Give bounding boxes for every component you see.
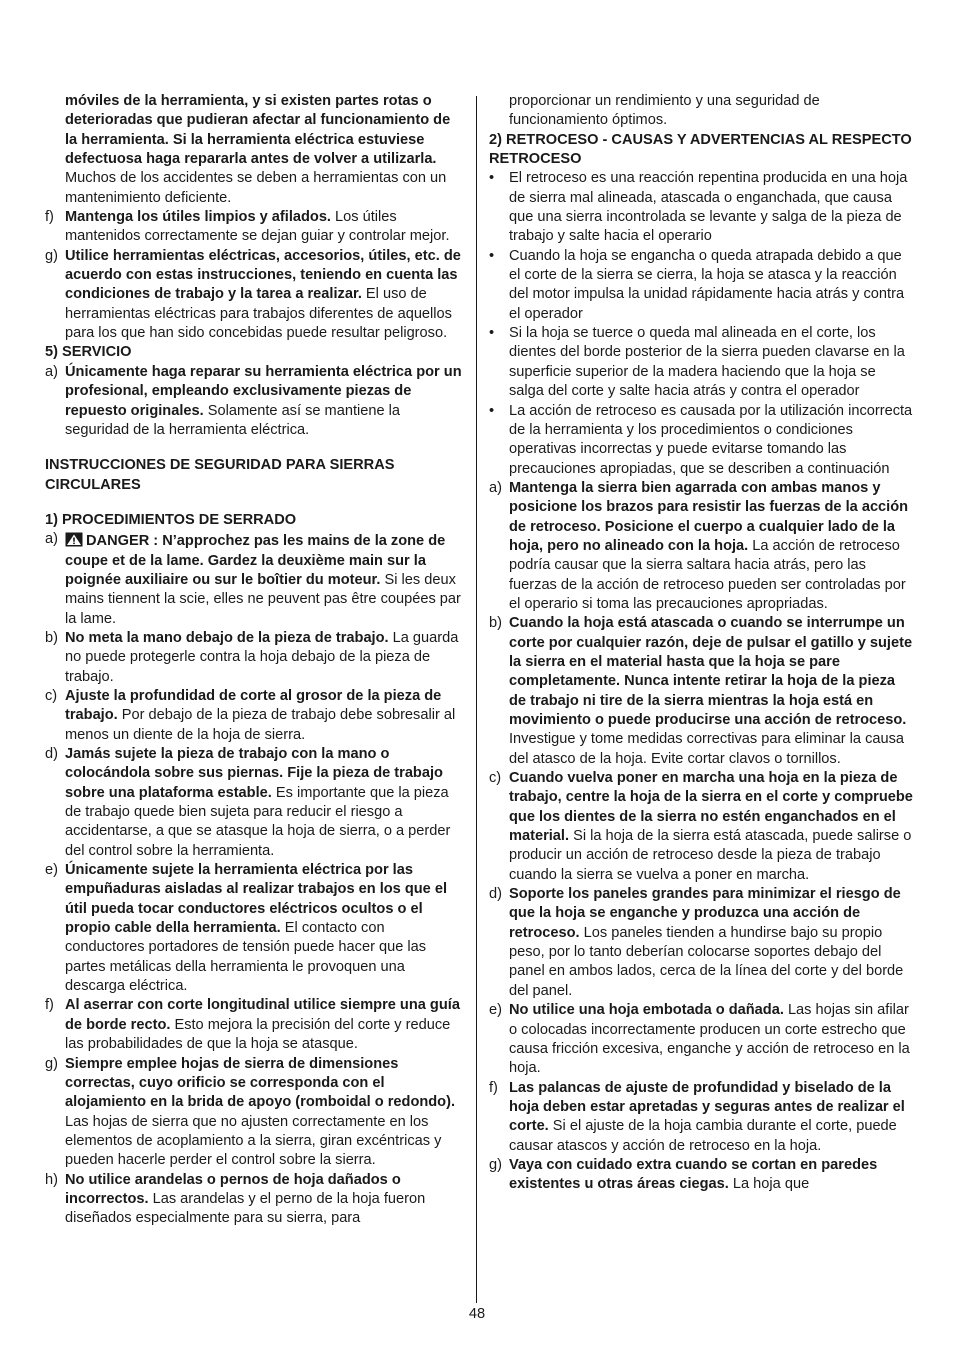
- item-marker: b): [489, 615, 502, 632]
- body-text: Si la hoja de la sierra está atascada, puede salirse o producir un acción de retroceso desde la pieza de trabajo cuando la sierra se vuelva a poner en marcha.: [509, 828, 912, 883]
- item-marker: d): [489, 886, 502, 903]
- body-text: Investigue y tome medidas correctivas para eliminar la causa del atasco de la hoja. Evite cortar clavos o tornillos.: [509, 731, 905, 767]
- body-text: La acción de retroceso es causada por la utilización incorrecta de la herramienta y los procedimientos o condiciones operativas incorrectas y puede evitarse tomando las precauciones apropiadas, que se describen a continuación: [509, 402, 913, 477]
- body-text: La guarda no puede protegerle contra la hoja debajo de la pieza de trabajo.: [65, 629, 459, 685]
- item-marker: e): [489, 1002, 502, 1019]
- body-text: Si les deux mains tiennent la scie, elles ne peuvent pas être coupées par la lame.: [65, 571, 461, 627]
- warning-icon: [65, 532, 83, 547]
- body-text: El uso de herramientas eléctricas para trabajos diferentes de aquellos para los que han sido concebidas puede resultar peligroso.: [65, 286, 452, 342]
- bold-text: No utilice una hoja embotada o dañada.: [509, 1002, 784, 1019]
- body-text: El contacto con conductores portadores de tensión puede hacer que las partes metálicas della herramienta le provoquen una descarga eléctrica.: [65, 920, 427, 995]
- body-text: Los paneles tienden a hundirse bajo su propio peso, por lo tanto deberían colocarse soportes debajo del panel en ambos lados, cerca de la línea del corte y del borde del panel.: [509, 924, 904, 999]
- item-marker: h): [45, 1171, 58, 1188]
- item-marker: e): [45, 862, 58, 879]
- bullet-marker: •: [489, 247, 495, 264]
- body-text: Cuando la hoja se engancha o queda atrapada debido a que el corte de la sierra se cierra, la hoja se atasca y la reacción del motor impulsa la unidad rápidamente hacia atrás y contra el operador: [509, 247, 905, 322]
- bold-text: móviles de la herramienta, y si existen partes rotas o deterioradas que pudieran afectar al funcionamiento de la herramienta. Si la herramienta eléctrica estuviese defectuosa haga repararla antes de volver a utilizarla.: [65, 93, 451, 168]
- continued-paragraph: proporcionar un rendimiento y una seguridad de funcionamiento óptimos.: [509, 93, 820, 129]
- bold-text: Ajuste la profundidad de corte al grosor de la pieza de trabajo.: [65, 687, 442, 724]
- body-text: Solamente así se mantiene la seguridad de la herramienta eléctrica.: [65, 402, 401, 438]
- list-item: [45, 629, 465, 687]
- body-text: Las arandelas y el perno de la hoja fueron diseñados especialmente para su sierra, para: [65, 1190, 426, 1227]
- item-marker: c): [489, 770, 502, 787]
- item-marker: a): [489, 479, 502, 496]
- item-marker: a): [45, 363, 58, 380]
- list-item: [489, 1079, 914, 1156]
- section-title: INSTRUCCIONES DE SEGURIDAD PARA SIERRAS CIRCULARES: [45, 457, 395, 493]
- body-text: Las hojas sin afilar o colocadas incorrectamente producen un corte estrecho que causa fricción excesiva, enganche y acción de retroceso en la hoja.: [509, 1002, 910, 1077]
- body-text: La acción de retroceso podría causar que la sierra saltara hacia atrás, pero las fuerzas de la acción de retroceso pueden ser controladas por el operario si toma las precauciones apropriadas.: [509, 537, 906, 612]
- bullet-item: [489, 169, 914, 246]
- list-item: [45, 745, 465, 861]
- bullet-marker: •: [489, 170, 495, 187]
- bold-text: Únicamente sujete la herramienta eléctrica por las empuñaduras aisladas al realizar trabajos en los que el útil pueda tocar conductores eléctricos ocultos o el propio cable della herramienta.: [65, 862, 448, 937]
- bold-text: Jamás sujete la pieza de trabajo con la mano o colocándola sobre sus piernas. Fije la pieza de trabajo sobre una plataforma estable.: [65, 746, 443, 801]
- list-item: [489, 885, 914, 1001]
- bold-text: Utilice herramientas eléctricas, accesorios, útiles, etc. de acuerdo con estas instrucciones, teniendo en cuenta las condiciones de trabajo y la tarea a realizar.: [65, 247, 461, 303]
- right-column: [489, 92, 914, 1195]
- item-marker: b): [45, 629, 58, 646]
- bold-text: DANGER : N’approchez pas les mains de la zone de coupe et de la lame. Gardez la deuxième main sur la poignée auxiliaire ou sur le boîtier du moteur.: [65, 533, 446, 588]
- item-marker: d): [45, 746, 58, 762]
- list-item: [489, 614, 914, 769]
- item-marker: g): [45, 1055, 58, 1072]
- bullet-item: [489, 247, 914, 324]
- list-item: [489, 479, 914, 614]
- bullet-item: [489, 324, 914, 401]
- item-marker: f): [45, 997, 54, 1014]
- list-item: [489, 769, 914, 885]
- body-text: Los útiles mantenidos correctamente se dejan guiar y controlar mejor.: [65, 209, 450, 245]
- servicio-heading: 5) SERVICIO: [45, 344, 132, 361]
- body-text: Si el ajuste de la hoja cambia durante el corte, puede causar atascos y acción de retroceso en la hoja.: [509, 1118, 897, 1154]
- list-item: [45, 208, 465, 247]
- body-text: Esto mejora la precisión del corte y reduce las probabilidades de que la hoja se atasque.: [65, 1016, 451, 1053]
- list-item: [45, 247, 465, 344]
- left-column: [45, 92, 465, 1229]
- list-item: [489, 1156, 914, 1195]
- body-text: Las hojas de sierra que no ajusten correctamente en los elementos de acoplamiento a la sierra, giran excéntricas y pueden hacerle perder el control sobre la sierra.: [65, 1113, 442, 1169]
- procedures-heading: 1) PROCEDIMIENTOS DE SERRADO: [45, 511, 297, 528]
- continued-paragraph: [45, 92, 465, 208]
- bold-text: Mantenga los útiles limpios y afilados.: [65, 209, 331, 226]
- list-item: [45, 363, 465, 440]
- bullet-marker: •: [489, 402, 495, 419]
- body-text: Muchos de los accidentes se deben a herramientas con un mantenimiento deficiente.: [65, 170, 447, 206]
- page-number: 48: [468, 1306, 486, 1322]
- list-item: [45, 1055, 465, 1171]
- body-text: El retroceso es una reacción repentina producida en una hoja de sierra mal alineada, atascada o enganchada, que causa que una sierra incontrolada se levante y salga de la pieza de trabajo y salte hacia el operario: [509, 170, 908, 245]
- body-text: Si la hoja se tuerce o queda mal alineada en el corte, los dientes del borde posterior de la sierra pueden clavarse en la superficie superior de la madera haciendo que la hoja se salga del corte y salte hacia atrás y contra el operador: [509, 325, 905, 400]
- item-marker: g): [45, 247, 58, 264]
- item-marker: g): [489, 1156, 502, 1173]
- kickback-heading: 2) RETROCESO - CAUSAS Y ADVERTENCIAS AL RESPECTO RETROCESO: [489, 131, 912, 168]
- list-item: [45, 530, 465, 629]
- list-item: [45, 1171, 465, 1229]
- item-marker: a): [45, 531, 58, 548]
- column-divider: [476, 96, 477, 1303]
- list-item: [45, 687, 465, 745]
- bullet-item: [489, 402, 914, 479]
- bold-text: Las palancas de ajuste de profundidad y biselado de la hoja deben estar apretadas y seguras antes de realizar el corte.: [509, 1079, 905, 1135]
- list-item: [45, 996, 465, 1054]
- list-item: [45, 861, 465, 996]
- bold-text: Mantenga la sierra bien agarrada con ambas manos y posicione los brazos para resistir las fuerzas de la acción de retroceso. Posicione el cuerpo a cualquier lado de la hoja, pero no alineado con la hoja.: [509, 479, 909, 554]
- bold-text: Cuando vuelva poner en marcha una hoja en la pieza de trabajo, centre la hoja de la sierra en el corte y compruebe que los dientes de la sierra no estén enganchados en el material.: [509, 770, 913, 845]
- bold-text: Al aserrar con corte longitudinal utilice siempre una guía de borde recto.: [65, 997, 460, 1033]
- bold-text: Soporte los paneles grandes para minimizar el riesgo de que la hoja se enganche y produzca una acción de retroceso.: [509, 886, 901, 941]
- body-text: La hoja que: [728, 1176, 810, 1193]
- bold-text: Vaya con cuidado extra cuando se cortan en paredes existentes u otras áreas ciegas.: [509, 1156, 878, 1193]
- body-text: Es importante que la pieza de trabajo quede bien sujeta para reducir el riesgo a accidentarse, a que se atasque la hoja de sierra, o a perder del control sobre la herramienta.: [65, 784, 451, 859]
- bold-text: Cuando la hoja está atascada o cuando se interrumpe un corte por cualquier razón, deje de pulsar el gatillo y sujete la sierra en el material hasta que la hoja se pare completamente. Nunca intente retirar la hoja de la pieza de trabajo ni tire de la sierra mientras la hoja está en movimiento o puede producirse una acción de retroceso.: [509, 615, 913, 728]
- item-marker: c): [45, 687, 58, 704]
- item-marker: f): [45, 209, 54, 226]
- bold-text: Siempre emplee hojas de sierra de dimensiones correctas, cuyo orificio se corresponda con el alojamiento en la brida de apoyo (romboidal o redondo).: [65, 1055, 456, 1111]
- bold-text: No utilice arandelas o pernos de hoja dañados o incorrectos.: [65, 1171, 401, 1207]
- list-item: [489, 1001, 914, 1078]
- bold-text: Únicamente haga reparar su herramienta eléctrica por un profesional, empleando exclusivamente piezas de repuesto originales.: [65, 363, 462, 419]
- bullet-marker: •: [489, 325, 495, 342]
- body-text: Por debajo de la pieza de trabajo debe sobresalir al menos un diente de la hoja de sierra.: [65, 707, 456, 743]
- item-marker: f): [489, 1079, 498, 1096]
- bold-text: No meta la mano debajo de la pieza de trabajo.: [65, 629, 389, 646]
